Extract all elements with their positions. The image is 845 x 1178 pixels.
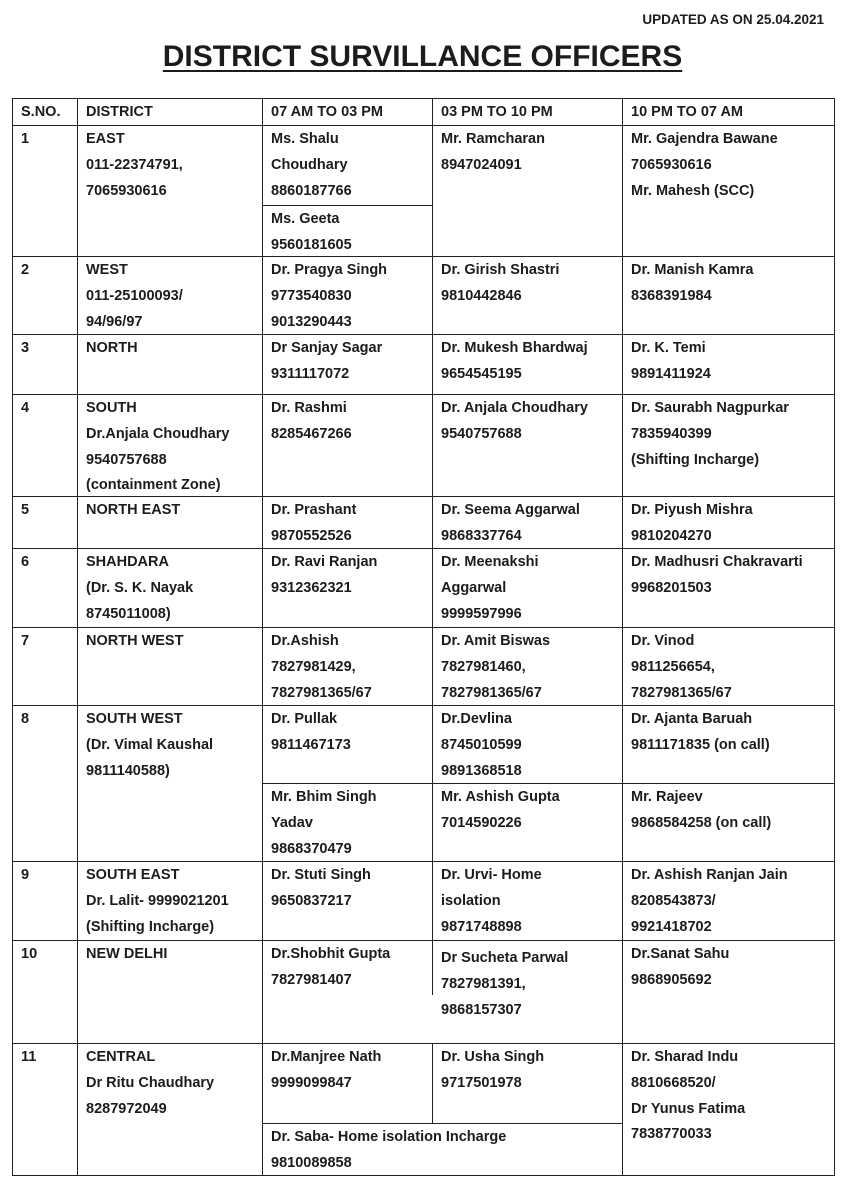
shift-night-line: 9968201503 [631,579,712,596]
district-cell-line: NORTH EAST [86,502,181,518]
shift-night-line: Dr. K. Temi [631,340,706,356]
shift-morning [262,940,433,1044]
shift-afternoon-line: 8745010599 [441,736,522,753]
shift-morning-line: 9868370479 [271,840,352,857]
shift-afternoon [432,783,623,862]
column-header-text: DISTRICT [86,104,153,120]
district-cell [77,334,263,395]
shift-afternoon-line: 9871748898 [441,918,522,935]
serial-number-text: 6 [21,554,30,570]
shift-afternoon-line: Dr. Seema Aggarwal [441,502,580,518]
shift-morning [262,627,433,706]
district-cell [77,394,263,497]
shift-morning-line: 9999099847 [271,1074,352,1091]
district-cell-line: WEST [86,262,128,278]
shift-night-line: Dr. Piyush Mishra [631,502,753,518]
district-cell-line: 94/96/97 [86,313,143,330]
serial-number-text: 5 [21,502,30,518]
serial-number [12,940,78,1044]
district-cell-line: SOUTH EAST [86,867,180,883]
shift-afternoon-line: 9717501978 [441,1074,522,1091]
shift-night-line: 8368391984 [631,287,712,304]
serial-number-text: 1 [21,131,30,147]
shift-night-line: Mr. Mahesh (SCC) [631,182,755,199]
shift-night-line: Dr. Manish Kamra [631,262,754,278]
shift-afternoon-line: 9999597996 [441,605,522,622]
shift-night-line: (Shifting Incharge) [631,451,760,468]
shift-morning-line: Dr.Ashish [271,633,339,649]
shift-morning [262,394,433,497]
shift-morning-line: Yadav [271,814,313,831]
district-cell-line: 7065930616 [86,182,167,199]
serial-number-text: 9 [21,867,30,883]
district-cell-line: NORTH WEST [86,633,184,649]
shift-morning [262,783,433,862]
shift-afternoon-line: 9654545195 [441,365,522,382]
shift-night-line: Mr. Rajeev [631,789,703,805]
shift-afternoon-line: Dr. Amit Biswas [441,633,551,649]
shift-night [622,783,835,862]
shift-morning-line: Dr. Pragya Singh [271,262,388,278]
shift-afternoon-line: Dr. Urvi- Home [441,867,542,883]
shift-morning-line: 9811467173 [271,736,351,753]
serial-number [12,394,78,497]
shift-afternoon-line: Mr. Ashish Gupta [441,789,560,805]
shift-morning-line: Ms. Geeta [271,211,340,227]
shift-morning [262,256,433,335]
shift-night-line: 9891411924 [631,365,711,382]
shift-night-line: 9811171835 (on call) [631,736,770,753]
shift-morning-line: Dr. Stuti Singh [271,867,371,883]
shift-night [622,548,835,628]
district-cell-line: Dr.Anjala Choudhary [86,425,230,442]
district-cell [77,548,263,628]
district-cell-line: CENTRAL [86,1049,156,1065]
district-cell-line: SOUTH WEST [86,711,183,727]
shift-afternoon-line: 9868337764 [441,527,522,544]
shift-morning [262,205,433,257]
serial-number-text: 11 [21,1049,37,1065]
serial-number [12,1043,78,1176]
shift-morning-line: Dr Sanjay Sagar [271,340,383,356]
shift-night [622,256,835,335]
shift-morning-line: 8285467266 [271,425,352,442]
district-cell [77,861,263,941]
shift-afternoon-line: 7827981391, [441,975,526,992]
shift-afternoon-line: Dr. Usha Singh [441,1049,545,1065]
page-title-text: DISTRICT SURVILLANCE OFFICERS [162,40,683,73]
shift-night-line: 8810668520/ [631,1074,716,1091]
shift-morning-line: Mr. Bhim Singh [271,789,377,805]
shift-night-line: Dr.Sanat Sahu [631,946,730,962]
shift-afternoon-line: 7827981365/67 [441,684,542,701]
serial-number [12,705,78,862]
shift-morning-afternoon-line: Dr. Saba- Home isolation Incharge [271,1129,507,1145]
shift-night [622,394,835,497]
shift-afternoon-line: isolation [441,892,501,909]
shift-morning-line: 9870552526 [271,527,352,544]
shift-night-line: Dr. Vinod [631,633,695,649]
shift-night [622,705,835,784]
updated-date: UPDATED AS ON 25.04.2021 [642,12,824,27]
shift-morning-line: Dr. Rashmi [271,400,347,416]
district-cell-line: 011-22374791, [86,156,183,173]
shift-night-line: 7838770033 [631,1126,712,1143]
shift-afternoon-line: 9891368518 [441,762,522,779]
shift-afternoon-line: Dr. Anjala Choudhary [441,400,588,416]
shift-afternoon-line: Dr.Devlina [441,711,512,727]
shift-night-line: Dr. Ashish Ranjan Jain [631,867,788,883]
district-cell-line: 9811140588) [86,762,170,779]
shift-morning-line: Dr.Shobhit Gupta [271,946,391,962]
district-cell-line: 011-25100093/ [86,287,183,304]
shift-morning-line: 9311117072 [271,365,350,382]
shift-night-line: Dr Yunus Fatima [631,1100,746,1117]
shift-morning [262,548,433,628]
shift-afternoon [432,1043,623,1124]
serial-number-text: 7 [21,633,30,649]
shift-morning-line: 9773540830 [271,287,352,304]
shift-night [622,496,835,549]
shift-morning-line: Dr.Manjree Nath [271,1049,382,1065]
serial-number-text: 4 [21,400,30,416]
shift-afternoon [432,334,623,395]
district-cell-line: (Shifting Incharge) [86,918,215,935]
serial-number-text: 2 [21,262,30,278]
shift-afternoon-line: Dr. Mukesh Bhardwaj [441,340,588,356]
shift-morning-line: Choudhary [271,156,348,173]
shift-afternoon-line: Aggarwal [441,579,507,596]
column-header [262,98,433,126]
shift-night-line: 9921418702 [631,918,712,935]
shift-morning-line: 9560181605 [271,236,352,253]
district-cell-line: Dr. Lalit- 9999021201 [86,892,229,909]
serial-number [12,861,78,941]
shift-afternoon-line: 9810442846 [441,287,522,304]
column-header-text: 10 PM TO 07 AM [631,104,744,120]
shift-afternoon [432,256,623,335]
shift-afternoon-line: 8947024091 [441,156,522,173]
shift-night [622,627,835,706]
shift-morning [262,1043,433,1124]
shift-morning-line: 9013290443 [271,313,352,330]
shift-night-line: Dr. Ajanta Baruah [631,711,753,727]
shift-afternoon [432,125,623,257]
shift-afternoon-line: Dr Sucheta Parwal [441,950,569,966]
shift-night-line: Dr. Madhusri Chakravarti [631,554,803,570]
district-cell-line: 8287972049 [86,1100,167,1117]
district-cell [77,940,263,1044]
shift-night [622,940,835,1044]
shift-night-line: 9811256654, [631,658,715,675]
shift-night-line: Dr. Sharad Indu [631,1049,739,1065]
shift-night-line: 9810204270 [631,527,712,544]
column-header [622,98,835,126]
shift-night-line: Dr. Saurabh Nagpurkar [631,400,789,416]
shift-afternoon [432,940,623,1044]
shift-morning-line: 7827981429, [271,658,356,675]
shift-afternoon-line: 7827981460, [441,658,526,675]
serial-number [12,125,78,257]
serial-number [12,627,78,706]
shift-morning [262,334,433,395]
shift-afternoon-line: Dr. Meenakshi [441,554,539,570]
district-cell-line: (containment Zone) [86,477,221,494]
shift-morning-line: Dr. Prashant [271,502,357,518]
shift-afternoon-line: 7014590226 [441,814,522,831]
shift-afternoon [432,705,623,784]
district-cell-line: 8745011008) [86,605,171,622]
shift-morning-line: Dr. Pullak [271,711,338,727]
district-cell [77,705,263,862]
shift-afternoon-line: 9868157307 [441,1001,522,1018]
shift-afternoon [432,861,623,941]
district-cell-line: NEW DELHI [86,946,168,962]
shift-afternoon-line: Dr. Girish Shastri [441,262,560,278]
district-cell-line: NORTH [86,340,138,356]
shift-morning-afternoon [262,1123,623,1176]
shift-morning [262,125,433,206]
district-cell-line: EAST [86,131,125,147]
column-header-text: 03 PM TO 10 PM [441,104,553,120]
shift-afternoon [432,394,623,497]
district-cell [77,496,263,549]
serial-number [12,256,78,335]
shift-morning-afternoon-line: 9810089858 [271,1154,352,1171]
shift-morning-line: 9650837217 [271,892,352,909]
shift-afternoon-line: 9540757688 [441,425,522,442]
shift-night [622,861,835,941]
shift-morning-line: 7827981365/67 [271,684,372,701]
serial-number [12,548,78,628]
district-cell-line: SOUTH [86,400,137,416]
district-cell-line: (Dr. S. K. Nayak [86,579,194,596]
shift-morning-line: 7827981407 [271,971,352,988]
shift-night [622,1043,835,1176]
shift-morning-line: Dr. Ravi Ranjan [271,554,378,570]
serial-number-text: 3 [21,340,30,356]
shift-night [622,334,835,395]
shift-morning-line: 8860187766 [271,182,352,199]
officers-table [12,98,834,1175]
serial-number [12,496,78,549]
shift-night-line: 7827981365/67 [631,684,732,701]
shift-night-line: Mr. Gajendra Bawane [631,131,778,147]
shift-night-line: 9868584258 (on call) [631,814,772,831]
column-header [12,98,78,126]
shift-afternoon-line: Mr. Ramcharan [441,131,545,147]
shift-afternoon [432,496,623,549]
column-header [77,98,263,126]
serial-number-text: 10 [21,946,38,962]
shift-night [622,125,835,257]
shift-night-line: 8208543873/ [631,892,716,909]
shift-night-line: 7835940399 [631,425,712,442]
district-cell-line: (Dr. Vimal Kaushal [86,736,214,753]
shift-morning-line: 9312362321 [271,579,352,596]
district-cell [77,256,263,335]
shift-morning-line: Ms. Shalu [271,131,339,147]
column-header-text: 07 AM TO 03 PM [271,104,384,120]
district-cell-line: Dr Ritu Chaudhary [86,1074,215,1091]
column-header [432,98,623,126]
shift-afternoon [432,548,623,628]
district-cell-line: 9540757688 [86,451,167,468]
shift-night-line: 9868905692 [631,971,712,988]
page-title [0,40,845,74]
column-header-text: S.NO. [21,104,61,120]
shift-night-line: 7065930616 [631,156,712,173]
district-cell-line: SHAHDARA [86,554,169,570]
serial-number-text: 8 [21,711,30,727]
district-cell [77,627,263,706]
shift-morning [262,705,433,784]
district-cell [77,125,263,257]
serial-number [12,334,78,395]
border-gap [431,995,434,1043]
shift-afternoon [432,627,623,706]
shift-morning [262,861,433,941]
district-cell [77,1043,263,1176]
shift-morning [262,496,433,549]
